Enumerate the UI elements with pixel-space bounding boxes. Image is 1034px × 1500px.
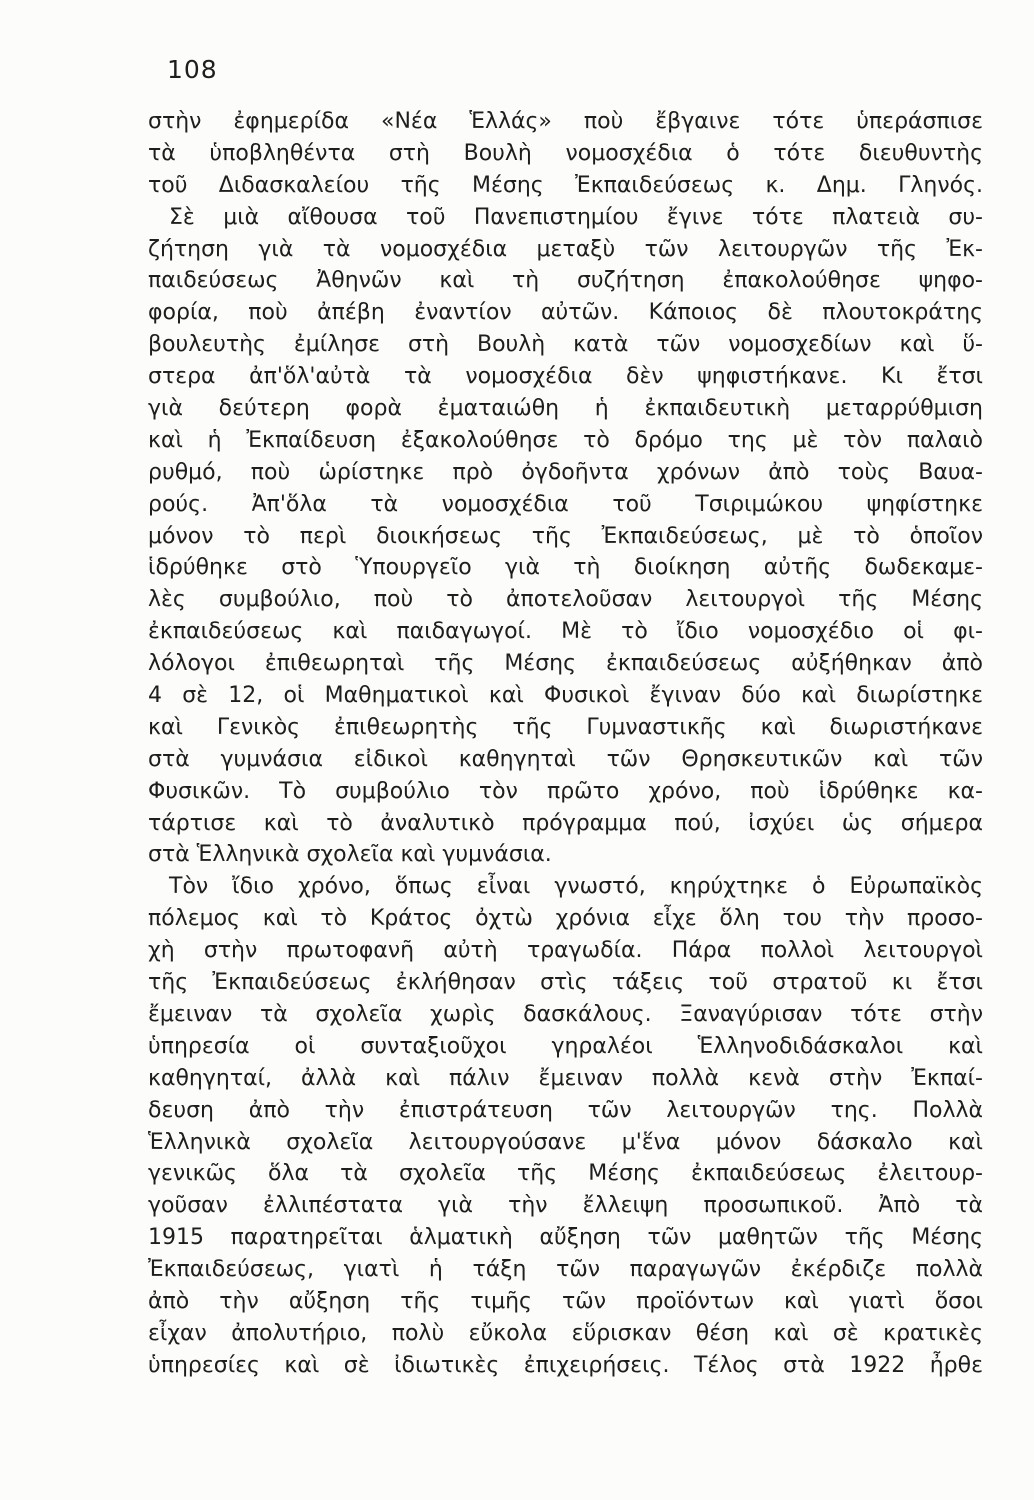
text-line: Σὲ μιὰ αἴθουσα τοῦ Πανεπιστημίου ἔγινε τότε πλατειὰ συ- — [169, 204, 983, 230]
text-line: ἀπὸ τὴν αὔξηση τῆς τιμῆς τῶν προϊόντων καὶ γιατὶ ὅσοι — [148, 1288, 983, 1314]
text-line: τάρτισε καὶ τὸ ἀναλυτικὸ πρόγραμμα πού, ἰσχύει ὡς σήμερα — [148, 810, 983, 836]
text-line: στὴν ἐφημερίδα «Νέα Ἑλλάς» ποὺ ἔβγαινε τότε ὑπεράσπισε — [148, 109, 983, 134]
text-line: τὰ ὑποβληθέντα στὴ Βουλὴ νομοσχέδια ὁ τότε διευθυντὴς — [148, 140, 983, 166]
text-line: Ἑλληνικὰ σχολεῖα λειτουργούσανε μ'ἕνα μόνον δάσκαλο καὶ — [148, 1129, 983, 1155]
text-line: στὰ γυμνάσια εἰδικοὶ καθηγηταὶ τῶν Θρησκευτικῶν καὶ τῶν — [148, 746, 983, 772]
text-line: παιδεύσεως Ἀθηνῶν καὶ τὴ συζήτηση ἐπακολούθησε ψηφο- — [148, 268, 983, 294]
text-line: πόλεμος καὶ τὸ Κράτος ὀχτὼ χρόνια εἶχε ὅλη του τὴν προσο- — [148, 906, 983, 932]
text-line: ἐκπαιδεύσεως καὶ παιδαγωγοί. Μὲ τὸ ἴδιο νομοσχέδιο οἱ φι- — [148, 619, 983, 645]
text-line: ἱδρύθηκε στὸ Ὑπουργεῖο γιὰ τὴ διοίκηση αὐτῆς δωδεκαμε- — [148, 555, 983, 581]
text-line: στὰ Ἑλληνικὰ σχολεῖα καὶ γυμνάσια. — [148, 842, 552, 868]
text-line: καθηγηταί, ἀλλὰ καὶ πάλιν ἔμειναν πολλὰ κενὰ στὴν Ἐκπαί- — [148, 1065, 983, 1091]
paragraph — [148, 106, 983, 202]
text-line: γενικῶς ὅλα τὰ σχολεῖα τῆς Μέσης ἐκπαιδεύσεως ἐλειτουρ- — [148, 1161, 983, 1187]
text-line: δευση ἀπὸ τὴν ἐπιστράτευση τῶν λειτουργῶν της. Πολλὰ — [148, 1097, 983, 1123]
page-number: 108 — [167, 55, 218, 84]
text-line: μόνον τὸ περὶ διοικήσεως τῆς Ἐκπαιδεύσεως, μὲ τὸ ὁποῖον — [148, 523, 983, 549]
text-line: βουλευτὴς ἐμίλησε στὴ Βουλὴ κατὰ τῶν νομοσχεδίων καὶ ὕ- — [148, 332, 983, 358]
paragraph — [148, 202, 983, 872]
text-line: 1915 παρατηρεῖται ἁλματικὴ αὔξηση τῶν μαθητῶν τῆς Μέσης — [148, 1225, 983, 1251]
text-line: γοῦσαν ἐλλιπέστατα γιὰ τὴν ἔλλειψη προσωπικοῦ. Ἀπὸ τὰ — [148, 1193, 983, 1219]
text-line: ἔμειναν τὰ σχολεῖα χωρὶς δασκάλους. Ξαναγύρισαν τότε στὴν — [148, 1001, 983, 1027]
text-line: καὶ ἡ Ἐκπαίδευση ἐξακολούθησε τὸ δρόμο της μὲ τὸν παλαιὸ — [148, 427, 983, 453]
paragraph — [148, 871, 983, 1381]
text-line: ζήτηση γιὰ τὰ νομοσχέδια μεταξὺ τῶν λειτουργῶν τῆς Ἐκ- — [148, 236, 983, 262]
text-line: λόλογοι ἐπιθεωρηταὶ τῆς Μέσης ἐκπαιδεύσεως αὐξήθηκαν ἀπὸ — [148, 651, 983, 677]
text-line: τοῦ Διδασκαλείου τῆς Μέσης Ἐκπαιδεύσεως κ. Δημ. Γληνός. — [148, 172, 983, 198]
text-line: ὑπηρεσίες καὶ σὲ ἰδιωτικὲς ἐπιχειρήσεις. Τέλος στὰ 1922 ἦρθε — [148, 1352, 983, 1378]
text-line: ρούς. Ἀπ'ὅλα τὰ νομοσχέδια τοῦ Τσιριμώκου ψηφίστηκε — [148, 491, 983, 517]
text-line: Ἐκπαιδεύσεως, γιατὶ ἡ τάξη τῶν παραγωγῶν ἐκέρδιζε πολλὰ — [148, 1257, 983, 1283]
text-line: στερα ἀπ'ὅλ'αὐτὰ τὰ νομοσχέδια δὲν ψηφιστήκανε. Κι ἔτσι — [148, 364, 983, 390]
text-line: Φυσικῶν. Τὸ συμβούλιο τὸν πρῶτο χρόνο, ποὺ ἱδρύθηκε κα- — [148, 778, 983, 804]
text-line: τῆς Ἐκπαιδεύσεως ἐκλήθησαν στὶς τάξεις τοῦ στρατοῦ κι ἔτσι — [148, 970, 983, 996]
text-line: γιὰ δεύτερη φορὰ ἐματαιώθη ἡ ἐκπαιδευτικὴ μεταρρύθμιση — [148, 396, 983, 422]
text-line: εἶχαν ἀπολυτήριο, πολὺ εὔκολα εὕρισκαν θέση καὶ σὲ κρατικὲς — [148, 1320, 983, 1346]
text-line: χὴ στὴν πρωτοφανῆ αὐτὴ τραγωδία. Πάρα πολλοὶ λειτουργοὶ — [148, 938, 983, 964]
body-text — [148, 106, 983, 1382]
text-line: λὲς συμβούλιο, ποὺ τὸ ἀποτελοῦσαν λειτουργοὶ τῆς Μέσης — [148, 587, 983, 613]
text-line: Τὸν ἴδιο χρόνο, ὅπως εἶναι γνωστό, κηρύχτηκε ὁ Εὐρωπαϊκὸς — [169, 874, 983, 900]
text-line: καὶ Γενικὸς ἐπιθεωρητὴς τῆς Γυμναστικῆς καὶ διωριστήκανε — [148, 714, 983, 740]
text-line: ὑπηρεσία οἱ συνταξιοῦχοι γηραλέοι Ἑλληνοδιδάσκαλοι καὶ — [148, 1033, 983, 1059]
text-line: 4 σὲ 12, οἱ Μαθηματικοὶ καὶ Φυσικοὶ ἔγιναν δύο καὶ διωρίστηκε — [148, 683, 983, 709]
text-line: ρυθμό, ποὺ ὡρίστηκε πρὸ ὀγδοῆντα χρόνων ἀπὸ τοὺς Βαυα- — [148, 459, 983, 485]
text-line: φορία, ποὺ ἀπέβη ἐναντίον αὐτῶν. Κάποιος δὲ πλουτοκράτης — [148, 300, 983, 326]
